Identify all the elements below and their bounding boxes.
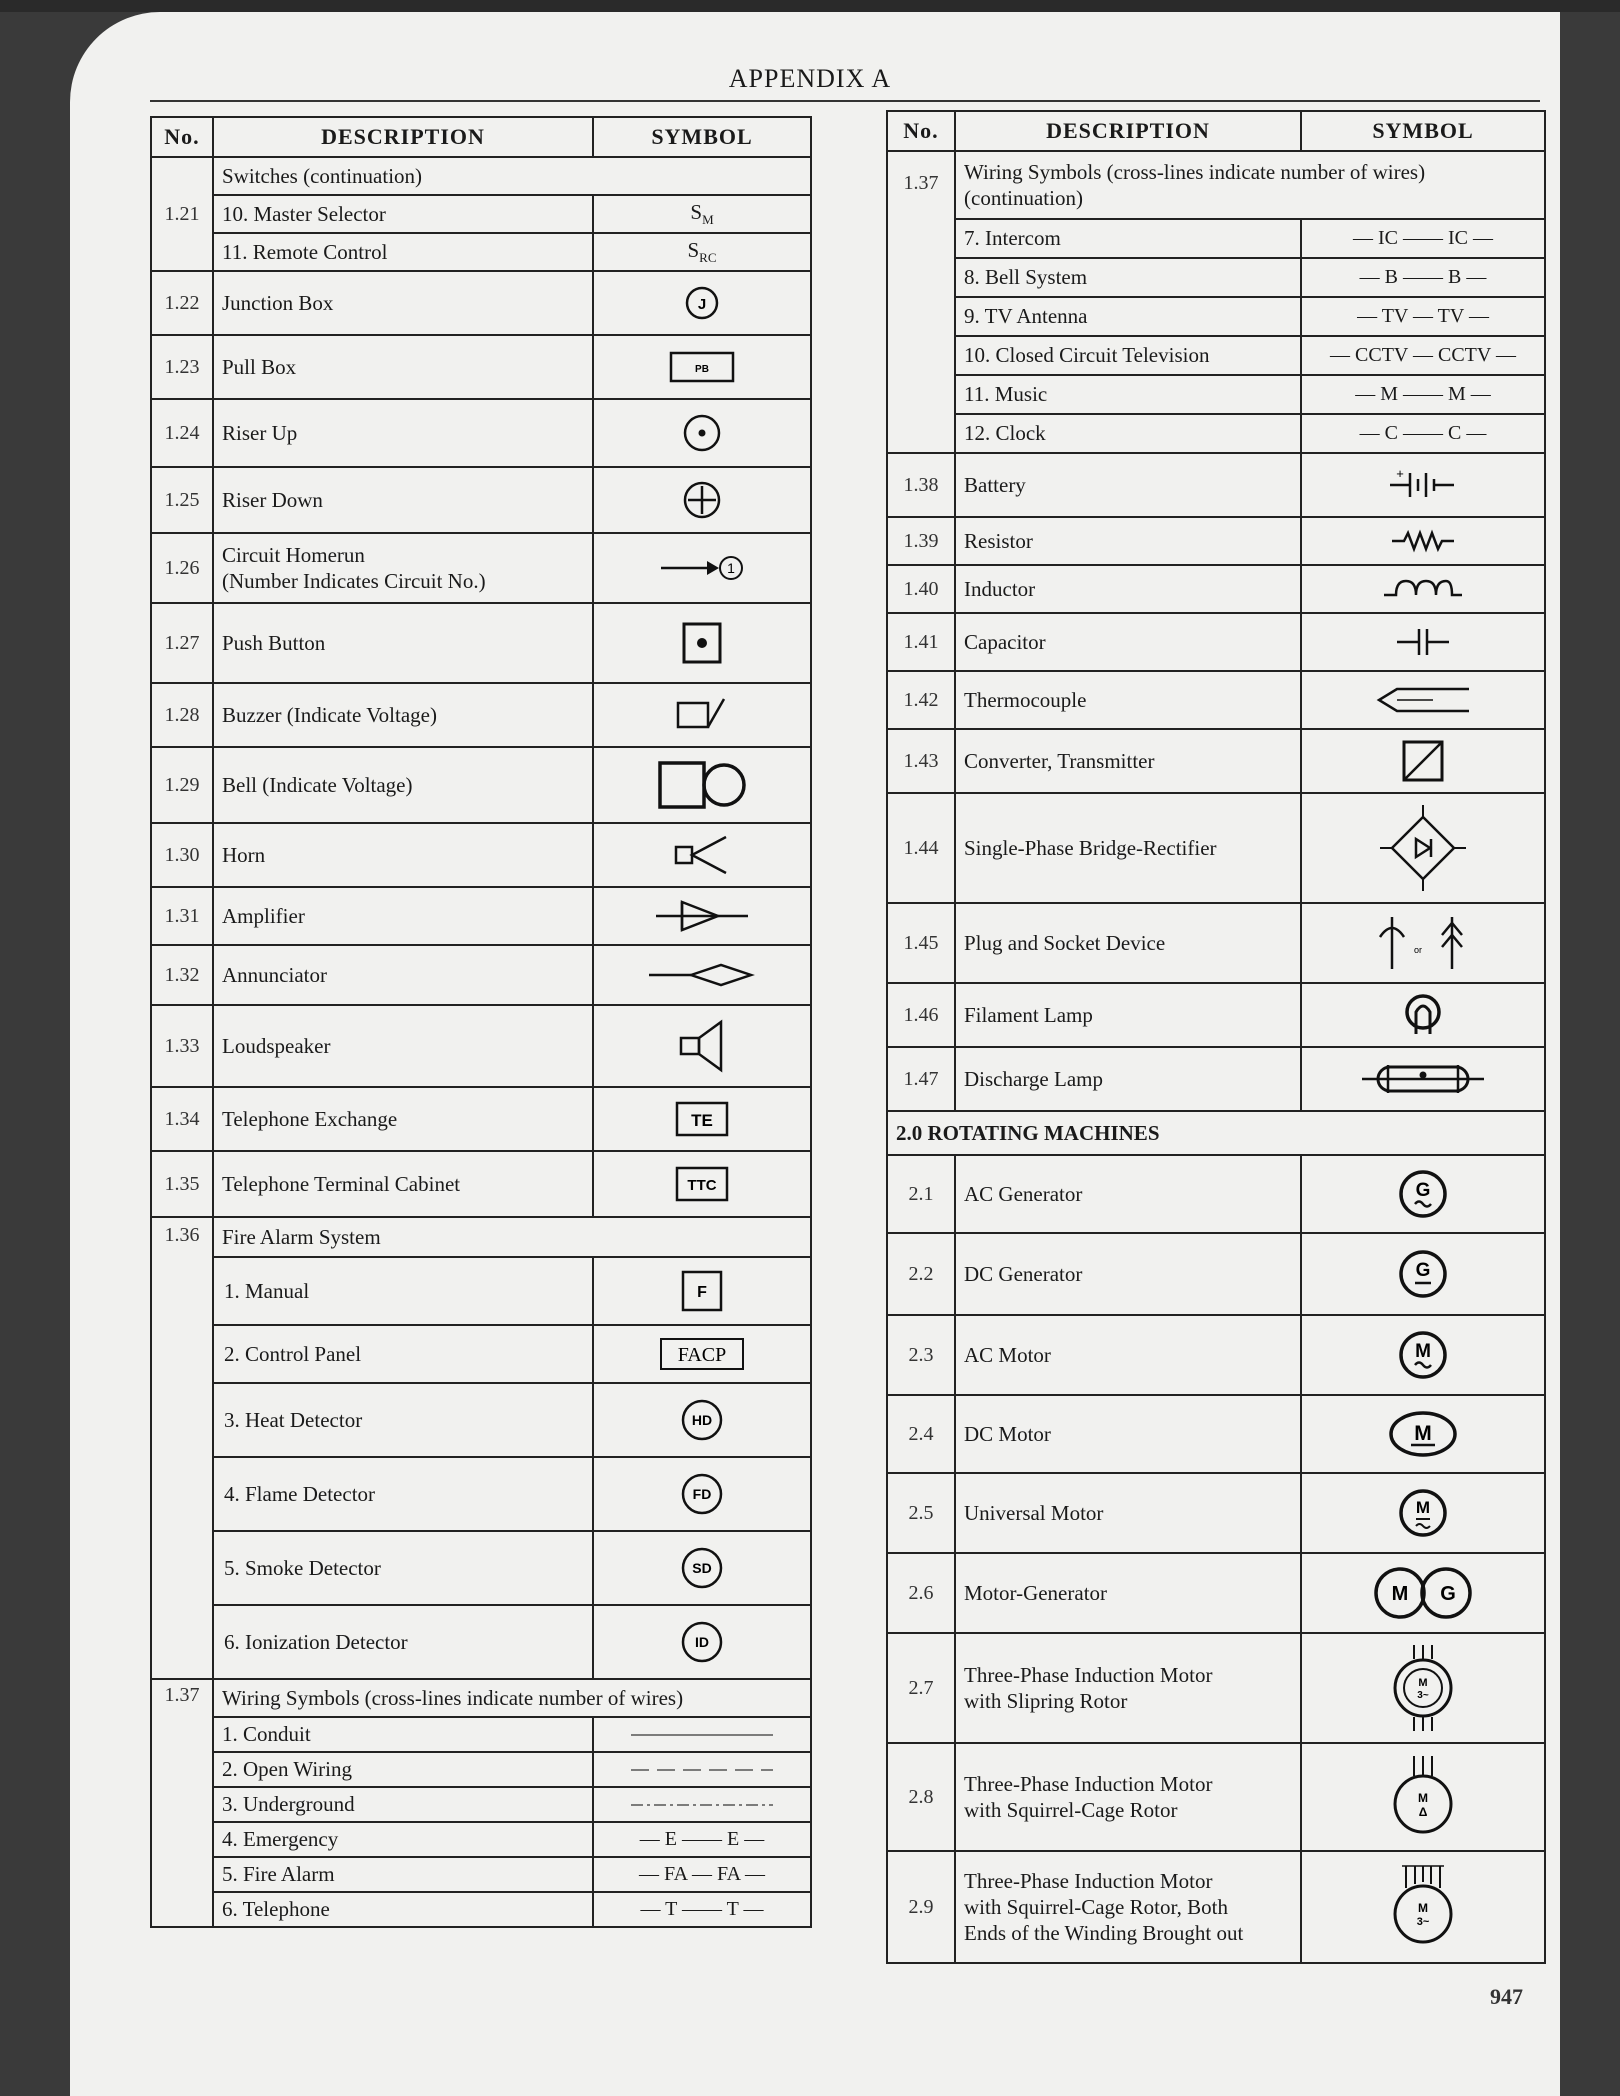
fire-alarm-line-symbol: — FA — FA —	[593, 1857, 811, 1892]
table-row: 3. Heat Detector HD	[151, 1383, 811, 1457]
table-row: 6. Telephone — T —— T —	[151, 1892, 811, 1927]
slipring-motor-icon	[1388, 1643, 1458, 1733]
intercom-line-symbol: — IC —— IC —	[1301, 219, 1545, 258]
inductor-icon	[1380, 577, 1466, 601]
universal-motor-icon	[1396, 1486, 1450, 1540]
emergency-line-symbol: — E —— E —	[593, 1822, 811, 1857]
description-header: DESCRIPTION	[213, 117, 593, 157]
table-row: 1.40 Inductor	[887, 565, 1545, 613]
svg-text:M: M	[1418, 1901, 1428, 1915]
master-selector-symbol: $S_M$	[593, 195, 811, 233]
bell-icon	[654, 757, 750, 813]
symbol-header: SYMBOL	[1301, 111, 1545, 151]
table-row: 1.29 Bell (Indicate Voltage)	[151, 747, 811, 823]
cctv-line-symbol: — CCTV — CCTV —	[1301, 336, 1545, 375]
svg-text:TTC: TTC	[687, 1177, 717, 1194]
svg-text:ID: ID	[695, 1634, 709, 1650]
battery-icon	[1388, 468, 1458, 502]
ac-motor-icon	[1396, 1328, 1450, 1382]
table-row: 1.25 Riser Down	[151, 467, 811, 533]
table-row: 1.34 Telephone Exchange TE	[151, 1087, 811, 1151]
table-row: 4. Flame Detector FD	[151, 1457, 811, 1531]
svg-text:Δ: Δ	[1418, 1805, 1428, 1819]
filament-lamp-icon	[1400, 992, 1446, 1038]
table-row: 2.2 DC Generator G	[887, 1233, 1545, 1315]
svg-text:M: M	[1418, 1677, 1428, 1689]
squirrel-cage-both-ends-icon	[1388, 1862, 1458, 1952]
remote-control-symbol: $S_{RC}$	[593, 233, 811, 271]
table-row: 1.36 Fire Alarm System	[151, 1217, 811, 1257]
page-title: APPENDIX A	[728, 64, 892, 93]
table-row: 1.32 Annunciator	[151, 945, 811, 1005]
table-row: 1.28 Buzzer (Indicate Voltage)	[151, 683, 811, 747]
description-header: DESCRIPTION	[955, 111, 1301, 151]
table-row: 1.46 Filament Lamp	[887, 983, 1545, 1047]
table-row: 2.5 Universal Motor M	[887, 1473, 1545, 1553]
table-row: 10. Closed Circuit Television — CCTV — CCTV —	[887, 336, 1545, 375]
table-row: 2.8 Three-Phase Induction Motor with Squirrel-Cage Rotor M Δ	[887, 1743, 1545, 1851]
table-row: 9. TV Antenna — TV — TV —	[887, 297, 1545, 336]
annunciator-icon	[647, 960, 757, 990]
table-row: 2.4 DC Motor M	[887, 1395, 1545, 1473]
table-row: 1.44 Single-Phase Bridge-Rectifier	[887, 793, 1545, 903]
ionization-detector-icon	[679, 1619, 725, 1665]
plug-socket-icon	[1368, 913, 1478, 973]
table-row: 11. Remote Control $S_{RC}$	[151, 233, 811, 271]
table-row: 1.24 Riser Up	[151, 399, 811, 467]
fire-alarm-manual-icon	[679, 1268, 725, 1314]
table-row: 1.23 Pull Box PB	[151, 335, 811, 399]
table-row: 2.7 Three-Phase Induction Motor with Slipring Rotor M 3~	[887, 1633, 1545, 1743]
svg-text:PB: PB	[695, 364, 709, 375]
riser-up-icon	[680, 411, 724, 455]
table-row: 4. Emergency — E —— E —	[151, 1822, 811, 1857]
table-row: 2. Open Wiring	[151, 1752, 811, 1787]
resistor-icon	[1388, 529, 1458, 553]
table-row: 1. Manual F	[151, 1257, 811, 1325]
no-header: No.	[151, 117, 213, 157]
table-row: 3. Underground	[151, 1787, 811, 1822]
table-row: 2. Control Panel FACP	[151, 1325, 811, 1383]
table-row: 2.1 AC Generator G	[887, 1155, 1545, 1233]
table-row: 11. Music — M —— M —	[887, 375, 1545, 414]
clock-line-symbol: — C —— C —	[1301, 414, 1545, 453]
horn-icon	[672, 833, 732, 877]
table-row: 1.42 Thermocouple	[887, 671, 1545, 729]
pull-box-icon	[667, 349, 737, 385]
table-row: 1.21 Switches (continuation)	[151, 157, 811, 195]
discharge-lamp-icon	[1358, 1059, 1488, 1099]
table-row: 1.41 Capacitor	[887, 613, 1545, 671]
capacitor-icon	[1393, 625, 1453, 659]
table-row: 2.9 Three-Phase Induction Motor with Squirrel-Cage Rotor, Both Ends of the Winding Brought out M 3~	[887, 1851, 1545, 1963]
telephone-exchange-icon	[673, 1099, 731, 1139]
table-row: 1.47 Discharge Lamp	[887, 1047, 1545, 1111]
table-row: 1.31 Amplifier	[151, 887, 811, 945]
table-row: 1.43 Converter, Transmitter	[887, 729, 1545, 793]
loudspeaker-icon	[677, 1018, 727, 1074]
table-row: 5. Smoke Detector SD	[151, 1531, 811, 1605]
svg-text:G: G	[1440, 1583, 1456, 1605]
table-row: 2.3 AC Motor M	[887, 1315, 1545, 1395]
table-row: 10. Master Selector $S_M$	[151, 195, 811, 233]
push-button-icon	[680, 620, 724, 666]
flame-detector-icon	[679, 1471, 725, 1517]
squirrel-cage-motor-icon	[1388, 1754, 1458, 1840]
svg-text:FD: FD	[692, 1486, 712, 1502]
thermocouple-icon	[1373, 683, 1473, 717]
svg-text:M: M	[1418, 1791, 1428, 1805]
fire-alarm-control-panel-icon	[659, 1337, 745, 1371]
table-row: 5. Fire Alarm — FA — FA —	[151, 1857, 811, 1892]
buzzer-icon	[674, 695, 730, 735]
table-row: 7. Intercom — IC —— IC —	[887, 219, 1545, 258]
junction-box-icon	[682, 283, 722, 323]
bell-system-line-symbol: — B —— B —	[1301, 258, 1545, 297]
conduit-line-icon	[627, 1728, 777, 1742]
table-row: 1.22 Junction Box J	[151, 271, 811, 335]
svg-text:M: M	[1414, 1422, 1432, 1445]
ac-generator-icon	[1396, 1167, 1450, 1221]
svg-text:3~: 3~	[1416, 1916, 1430, 1928]
svg-text:FACP: FACP	[677, 1344, 727, 1366]
telephone-terminal-cabinet-icon	[673, 1164, 731, 1204]
svg-text:J: J	[697, 296, 707, 313]
tv-antenna-line-symbol: — TV — TV —	[1301, 297, 1545, 336]
telephone-line-symbol: — T —— T —	[593, 1892, 811, 1927]
table-row: 1.45 Plug and Socket Device or	[887, 903, 1545, 983]
svg-text:or: or	[1413, 945, 1423, 955]
circuit-homerun-icon	[657, 550, 747, 586]
title-rule	[150, 100, 1540, 102]
svg-text:+: +	[1396, 468, 1404, 481]
svg-text:SD: SD	[692, 1560, 712, 1576]
heat-detector-icon	[679, 1397, 725, 1443]
table-row: 1.38 Battery +	[887, 453, 1545, 517]
svg-text:G: G	[1415, 1180, 1431, 1201]
svg-text:F: F	[697, 1284, 707, 1301]
dc-motor-icon	[1385, 1407, 1461, 1461]
table-row: 1.39 Resistor	[887, 517, 1545, 565]
music-line-symbol: — M —— M —	[1301, 375, 1545, 414]
table-row: 2.6 Motor-Generator M G	[887, 1553, 1545, 1633]
svg-text:3~: 3~	[1417, 1690, 1429, 1701]
svg-text:G: G	[1415, 1260, 1431, 1281]
symbol-header: SYMBOL	[593, 117, 811, 157]
table-row: 1.33 Loudspeaker	[151, 1005, 811, 1087]
smoke-detector-icon	[679, 1545, 725, 1591]
converter-icon	[1400, 738, 1446, 784]
table-row: 1.26 Circuit Homerun (Number Indicates Circuit No.) 1	[151, 533, 811, 603]
bridge-rectifier-icon	[1378, 803, 1468, 893]
table-row: 1.30 Horn	[151, 823, 811, 887]
no-header: No.	[887, 111, 955, 151]
section-heading: 2.0 ROTATING MACHINES	[887, 1111, 1545, 1155]
table-row: 1.37 Wiring Symbols (cross-lines indicate number of wires)	[151, 1679, 811, 1717]
svg-text:M: M	[1415, 1498, 1431, 1517]
amplifier-icon	[652, 898, 752, 934]
svg-text:1: 1	[727, 560, 735, 576]
scan-top-edge	[0, 0, 1620, 12]
svg-text:TE: TE	[691, 1111, 713, 1130]
underground-line-icon	[627, 1798, 777, 1812]
table-row: 1.37 Wiring Symbols (cross-lines indicate number of wires) (continuation)	[887, 151, 1545, 219]
svg-text:HD: HD	[691, 1412, 713, 1428]
svg-text:M: M	[1415, 1341, 1431, 1362]
left-symbol-table	[150, 116, 812, 1928]
motor-generator-icon	[1368, 1565, 1478, 1621]
table-row	[887, 1111, 1545, 1155]
right-symbol-table	[886, 110, 1546, 1964]
dc-generator-icon	[1396, 1247, 1450, 1301]
table-row: 8. Bell System — B —— B —	[887, 258, 1545, 297]
table-row: 1.27 Push Button	[151, 603, 811, 683]
table-row: 1. Conduit	[151, 1717, 811, 1752]
page-number: 947	[1490, 1984, 1523, 2009]
table-row: 6. Ionization Detector ID	[151, 1605, 811, 1679]
svg-text:M: M	[1391, 1583, 1409, 1605]
table-row: 12. Clock — C —— C —	[887, 414, 1545, 453]
riser-down-icon	[680, 478, 724, 522]
open-wiring-line-icon	[627, 1763, 777, 1777]
table-row: 1.35 Telephone Terminal Cabinet TTC	[151, 1151, 811, 1217]
